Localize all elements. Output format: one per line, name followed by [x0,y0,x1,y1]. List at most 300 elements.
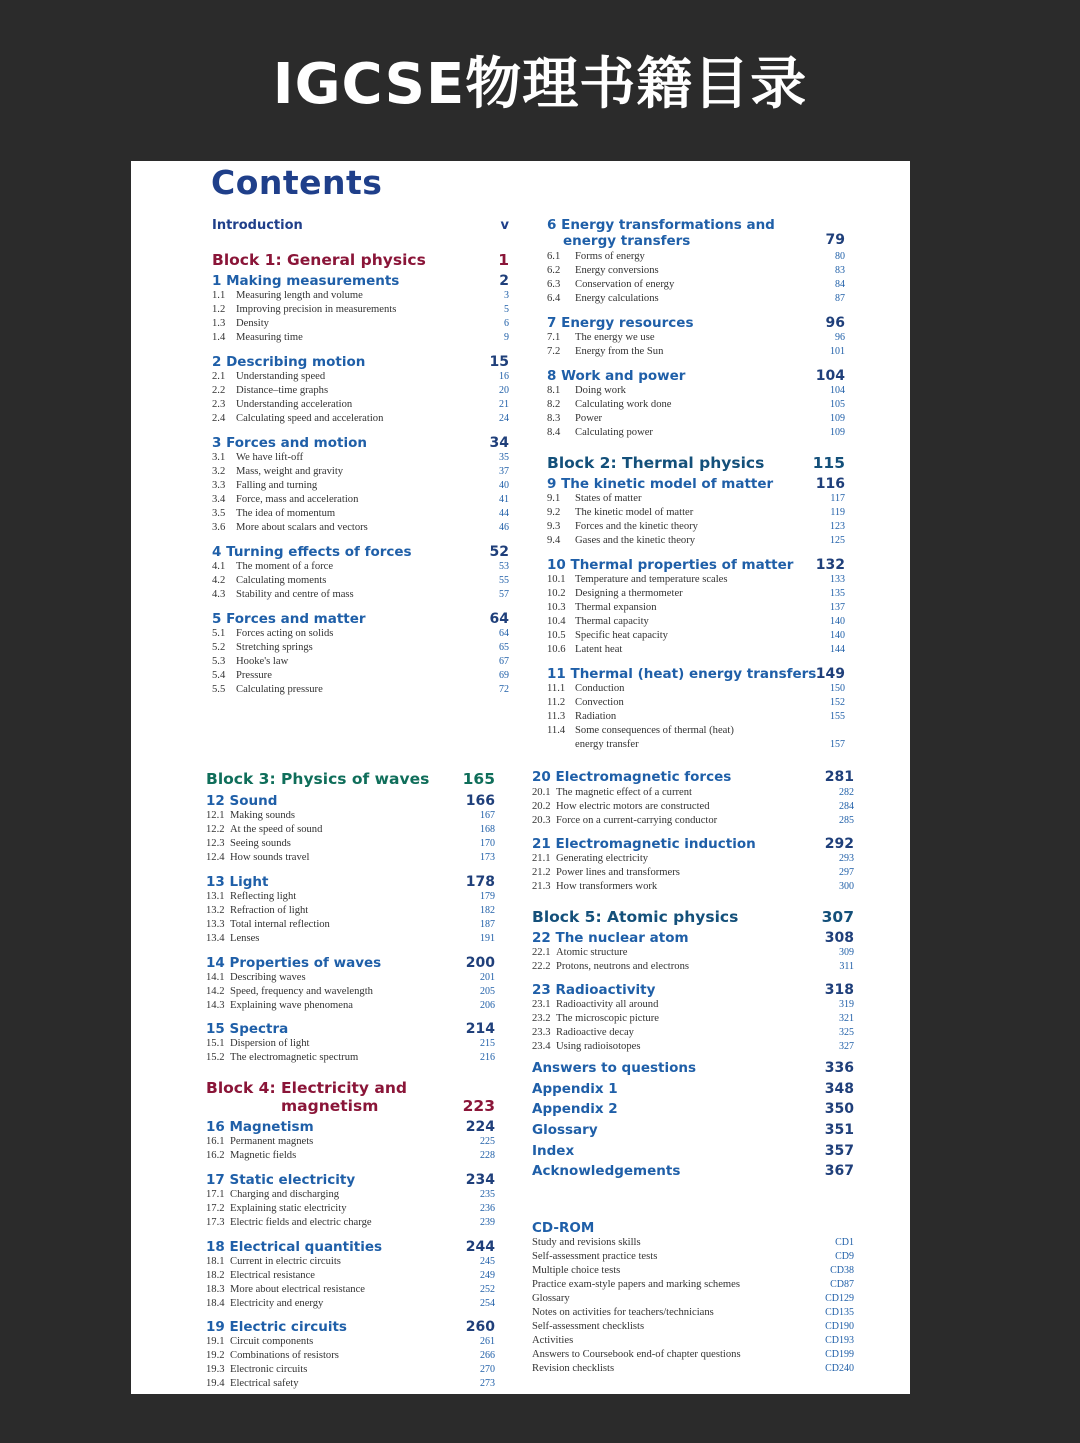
toc-section-using-radioisotopes[interactable] [532,1040,854,1054]
toc-section-calculating-work-done[interactable] [547,398,845,412]
entry-title: Explaining static electricity [230,1203,347,1214]
toc-section-energy-calculations[interactable] [547,292,845,306]
entry-page-number: 182 [480,905,495,916]
entry-label [206,1255,341,1269]
section-number: 20.3 [532,815,551,826]
toc-section-we-have-lift-off[interactable] [212,451,509,465]
toc-section-total-internal-reflection[interactable] [206,918,495,932]
toc-chapter-7-energy-resources[interactable] [547,315,845,332]
entry-title: Conservation of energy [575,279,675,290]
toc-section-permanent-magnets[interactable] [206,1135,495,1149]
toc-section-density[interactable] [212,317,509,331]
entry-page-number: 116 [815,476,845,492]
toc-section-multiple-choice-tests[interactable] [532,1264,854,1278]
toc-chapter-answers-to-questions[interactable] [532,1060,854,1077]
entry-page-number: 37 [499,466,509,477]
toc-chapter-10-thermal-properties-of-matter[interactable] [547,557,845,574]
entry-page-number: 40 [499,480,509,491]
toc-section-mass-weight-and-gravity[interactable] [212,465,509,479]
toc-section-calculating-moments[interactable] [212,574,509,588]
entry-title: Protons, neutrons and electrons [556,961,689,972]
toc-section-calculating-speed-and-acceleration[interactable] [212,412,509,426]
toc-section-some-consequences-of-thermal-heat[interactable] [547,724,845,750]
toc-section-energy-from-the-sun[interactable] [547,345,845,359]
toc-block-heading-block-3-physics-of-waves[interactable] [206,769,495,789]
toc-section-at-the-speed-of-sound[interactable] [206,823,495,837]
toc-section-electric-fields-and-electric-charge[interactable] [206,1216,495,1230]
entry-label [212,451,303,465]
section-number: 3.4 [212,494,226,505]
toc-column-bottom-left [206,769,495,1389]
entry-page-number: 308 [824,930,854,946]
entry-page-number: CD38 [830,1265,854,1276]
entry-label [532,852,648,866]
entry-label [212,354,365,371]
entry-label [206,1037,309,1051]
entry-label [532,1220,594,1237]
entry-label [532,786,692,800]
entry-label [206,1079,407,1115]
toc-section-explaining-wave-phenomena[interactable] [206,999,495,1013]
entry-label [547,520,698,534]
entry-page-number: 260 [465,1319,495,1335]
entry-label [532,800,710,814]
toc-section-practice-exam-style-papers-and-marking-s[interactable] [532,1278,854,1292]
toc-section-self-assessment-checklists[interactable] [532,1320,854,1334]
toc-block-heading-block-4-electricity-and[interactable] [206,1079,495,1115]
toc-section-circuit-components[interactable] [206,1335,495,1349]
entry-title: Stability and centre of mass [236,589,354,600]
entry-title: Thermal capacity [575,616,649,627]
contents-title: Contents [211,163,383,202]
entry-title: Notes on activities for teachers/technicians [532,1307,714,1318]
entry-title: Distance–time graphs [236,385,329,396]
toc-section-study-and-revisions-skills[interactable] [532,1236,854,1250]
toc-section-reflecting-light[interactable] [206,890,495,904]
toc-section-describing-waves[interactable] [206,971,495,985]
toc-section-force-mass-and-acceleration[interactable] [212,493,509,507]
entry-page-number: 350 [824,1101,854,1117]
toc-section-electrical-resistance[interactable] [206,1269,495,1283]
toc-section-doing-work[interactable] [547,384,845,398]
entry-label [206,851,309,865]
toc-section-answers-to-coursebook-end-of-chapter-que[interactable] [532,1348,854,1362]
section-number: 20.2 [532,801,551,812]
section-number: 3.5 [212,508,226,519]
toc-section-understanding-speed[interactable] [212,370,509,384]
toc-section-understanding-acceleration[interactable] [212,398,509,412]
section-number: 1.3 [212,318,226,329]
toc-section-explaining-static-electricity[interactable] [206,1202,495,1216]
toc-section-radiation[interactable] [547,710,845,724]
entry-label [532,1081,618,1098]
entry-page-number: 109 [830,427,845,438]
entry-page-number: 84 [835,279,845,290]
entry-label [532,814,717,828]
toc-chapter-glossary[interactable] [532,1122,854,1139]
entry-page-number: 179 [480,891,495,902]
toc-chapter-3-forces-and-motion[interactable] [212,435,509,452]
toc-chapter-6-energy-transformations-and[interactable] [547,217,845,249]
section-number: 9.1 [547,493,561,504]
toc-section-forms-of-energy[interactable] [547,250,845,264]
toc-section-distance-time-graphs[interactable] [212,384,509,398]
toc-chapter-appendix-2[interactable] [532,1101,854,1118]
section-number: 17.1 [206,1189,225,1200]
entry-title: How sounds travel [230,852,310,863]
entry-label [206,793,277,810]
toc-section-temperature-and-temperature-scales[interactable] [547,573,845,587]
entry-title: Reflecting light [230,891,297,902]
entry-title: 11 Thermal (heat) energy transfers [547,666,817,682]
entry-label [206,1149,296,1163]
entry-title: We have lift-off [236,452,304,463]
entry-title: The microscopic picture [556,1013,659,1024]
toc-section-how-sounds-travel[interactable] [206,851,495,865]
entry-page-number: 297 [839,867,854,878]
entry-label [212,574,326,588]
entry-title: Glossary [532,1293,570,1304]
toc-section-falling-and-turning[interactable] [212,479,509,493]
entry-label [212,370,325,384]
toc-section-calculating-pressure[interactable] [212,683,509,697]
section-number: 4.3 [212,589,226,600]
entry-title: Generating electricity [556,853,649,864]
entry-page-number: 149 [815,666,845,682]
entry-page-number: 67 [499,656,509,667]
toc-chapter-8-work-and-power[interactable] [547,368,845,385]
entry-label [547,557,793,574]
toc-section-the-idea-of-momentum[interactable] [212,507,509,521]
toc-section-current-in-electric-circuits[interactable] [206,1255,495,1269]
toc-section-conduction[interactable] [547,682,845,696]
toc-section-convection[interactable] [547,696,845,710]
toc-section-charging-and-discharging[interactable] [206,1188,495,1202]
toc-section-latent-heat[interactable] [547,643,845,657]
entry-page-number: 155 [830,711,845,722]
entry-title: Activities [532,1335,574,1346]
entry-page-number: 2 [499,273,509,289]
entry-title: Understanding speed [236,371,326,382]
toc-section-forces-acting-on-solids[interactable] [212,627,509,641]
entry-title: Seeing sounds [230,838,291,849]
toc-chapter-13-light[interactable] [206,874,495,891]
toc-chapter-19-electric-circuits[interactable] [206,1319,495,1336]
entry-page-number: 46 [499,522,509,533]
toc-section-designing-a-thermometer[interactable] [547,587,845,601]
toc-section-gases-and-the-kinetic-theory[interactable] [547,534,845,548]
entry-page-number: 254 [480,1298,495,1309]
entry-page-number: 239 [480,1217,495,1228]
toc-section-specific-heat-capacity[interactable] [547,629,845,643]
entry-title: More about scalars and vectors [236,522,368,533]
entry-label [532,1348,741,1362]
toc-chapter-15-spectra[interactable] [206,1021,495,1038]
toc-section-thermal-capacity[interactable] [547,615,845,629]
toc-section-how-transformers-work[interactable] [532,880,854,894]
toc-section-power[interactable] [547,412,845,426]
toc-chapter-22-the-nuclear-atom[interactable] [532,930,854,947]
toc-chapter-index[interactable] [532,1143,854,1160]
section-number: 3.3 [212,480,226,491]
toc-section-magnetic-fields[interactable] [206,1149,495,1163]
entry-title: Electronic circuits [230,1364,308,1375]
entry-label [532,1060,696,1077]
toc-section-power-lines-and-transformers[interactable] [532,866,854,880]
toc-section-atomic-structure[interactable] [532,946,854,960]
toc-section-the-energy-we-use[interactable] [547,331,845,345]
toc-section-the-electromagnetic-spectrum[interactable] [206,1051,495,1065]
section-number: 5.5 [212,684,226,695]
entry-page-number: 336 [824,1060,854,1076]
toc-section-glossary[interactable] [532,1292,854,1306]
entry-page-number: 206 [480,1000,495,1011]
toc-introduction-introduction[interactable] [212,217,509,234]
entry-label [532,1306,714,1320]
toc-section-more-about-electrical-resistance[interactable] [206,1283,495,1297]
section-number: 8.1 [547,385,561,396]
entry-title: Charging and discharging [230,1189,340,1200]
toc-section-radioactivity-all-around[interactable] [532,998,854,1012]
toc-chapter-5-forces-and-matter[interactable] [212,611,509,628]
section-number: 18.2 [206,1270,225,1281]
entry-title: Temperature and temperature scales [575,574,728,585]
entry-title: Hooke's law [236,656,289,667]
entry-label [547,696,624,710]
entry-page-number: 309 [839,947,854,958]
section-number: 18.1 [206,1256,225,1267]
entry-label [206,1377,299,1391]
entry-page-number: 187 [480,919,495,930]
entry-label [206,999,353,1013]
section-number: 6.1 [547,251,561,262]
entry-title: Answers to questions [532,1060,697,1076]
entry-title: Lenses [230,933,260,944]
entry-page-number: 173 [480,852,495,863]
entry-page-number: 245 [480,1256,495,1267]
entry-title: Practice exam-style papers and marking schemes [532,1279,740,1290]
toc-chapter-11-thermal-heat-energy-transfers[interactable] [547,666,845,683]
entry-page-number: 228 [480,1150,495,1161]
toc-chapter-appendix-1[interactable] [532,1081,854,1098]
toc-section-measuring-time[interactable] [212,331,509,345]
toc-block-heading-block-2-thermal-physics[interactable] [547,453,845,473]
toc-section-electricity-and-energy[interactable] [206,1297,495,1311]
entry-title: Conduction [575,683,625,694]
entry-label [212,655,288,669]
section-number: 2.3 [212,399,226,410]
entry-label [532,930,689,947]
entry-label [532,1334,573,1348]
toc-section-speed-frequency-and-wavelength[interactable] [206,985,495,999]
toc-section-generating-electricity[interactable] [532,852,854,866]
entry-label [212,398,352,412]
entry-title: Latent heat [575,644,623,655]
entry-page-number: 64 [499,628,509,639]
entry-title: Force, mass and acceleration [236,494,359,505]
entry-title: Appendix 1 [532,1081,618,1097]
toc-section-energy-conversions[interactable] [547,264,845,278]
section-number: 14.2 [206,986,225,997]
entry-label [212,507,335,521]
entry-page-number: CD129 [825,1293,854,1304]
entry-label [212,331,303,345]
toc-chapter-20-electromagnetic-forces[interactable] [532,769,854,786]
toc-section-stretching-springs[interactable] [212,641,509,655]
entry-title: Calculating pressure [236,684,323,695]
entry-label [206,1216,372,1230]
entry-page-number: 96 [835,332,845,343]
entry-page-number: 119 [830,507,845,518]
entry-label [206,1349,339,1363]
toc-section-revision-checklists[interactable] [532,1362,854,1376]
entry-title: Describing waves [230,972,306,983]
entry-page-number: 311 [839,961,854,972]
entry-title: Falling and turning [236,480,318,491]
entry-title: Permanent magnets [230,1136,314,1147]
entry-title: Electricity and energy [230,1298,324,1309]
entry-page-number: CD193 [825,1335,854,1346]
toc-section-how-electric-motors-are-constructed[interactable] [532,800,854,814]
entry-label [206,1239,382,1256]
entry-page-number: 87 [835,293,845,304]
toc-chapter-23-radioactivity[interactable] [532,982,854,999]
toc-chapter-21-electromagnetic-induction[interactable] [532,836,854,853]
entry-title: Refraction of light [230,905,309,916]
toc-section-the-magnetic-effect-of-a-current[interactable] [532,786,854,800]
section-number: 20.1 [532,787,551,798]
entry-label [206,1297,323,1311]
toc-chapter-17-static-electricity[interactable] [206,1172,495,1189]
entry-page-number: 123 [830,521,845,532]
entry-title: 17 Static electricity [206,1172,356,1188]
section-number: 11.1 [547,683,566,694]
entry-title: Atomic structure [556,947,628,958]
toc-chapter-cd-rom[interactable] [532,1220,854,1237]
entry-label [212,435,367,452]
entry-page-number: 137 [830,602,845,613]
toc-chapter-12-sound[interactable] [206,793,495,810]
toc-section-thermal-expansion[interactable] [547,601,845,615]
entry-title: Using radioisotopes [556,1041,641,1052]
entry-title: The kinetic model of matter [575,507,694,518]
entry-page-number: CD190 [825,1321,854,1332]
section-number: 21.3 [532,881,551,892]
toc-section-the-moment-of-a-force[interactable] [212,560,509,574]
toc-chapter-14-properties-of-waves[interactable] [206,955,495,972]
toc-section-improving-precision-in-measurements[interactable] [212,303,509,317]
entry-page-number: 249 [480,1270,495,1281]
toc-section-refraction-of-light[interactable] [206,904,495,918]
toc-section-electrical-safety[interactable] [206,1377,495,1391]
toc-section-force-on-a-current-carrying-conductor[interactable] [532,814,854,828]
toc-section-calculating-power[interactable] [547,426,845,440]
toc-section-measuring-length-and-volume[interactable] [212,289,509,303]
entry-title: Calculating moments [236,575,327,586]
section-number: 10.1 [547,574,566,585]
toc-section-radioactive-decay[interactable] [532,1026,854,1040]
entry-title: 13 Light [206,874,269,890]
entry-label [212,493,358,507]
entry-page-number: 57 [499,589,509,600]
entry-page-number: 167 [480,810,495,821]
entry-page-number: 104 [815,368,845,384]
toc-column-bottom-right [532,769,854,1389]
toc-chapter-16-magnetism[interactable] [206,1119,495,1136]
entry-label [212,669,272,683]
toc-section-seeing-sounds[interactable] [206,837,495,851]
entry-title: Understanding acceleration [236,399,353,410]
toc-section-electronic-circuits[interactable] [206,1363,495,1377]
toc-section-lenses[interactable] [206,932,495,946]
toc-block-heading-block-5-atomic-physics[interactable] [532,907,854,927]
entry-title: Forms of energy [575,251,645,262]
toc-chapter-2-describing-motion[interactable] [212,354,509,371]
toc-section-protons-neutrons-and-electrons[interactable] [532,960,854,974]
entry-page-number: CD9 [835,1251,854,1262]
entry-page-number: 5 [504,304,509,315]
toc-section-the-microscopic-picture[interactable] [532,1012,854,1026]
section-number: 13.4 [206,933,225,944]
entry-title: Calculating power [575,427,653,438]
toc-block-heading-block-1-general-physics[interactable] [212,250,509,270]
toc-section-more-about-scalars-and-vectors[interactable] [212,521,509,535]
entry-title: Forces and the kinetic theory [575,521,698,532]
toc-section-making-sounds[interactable] [206,809,495,823]
toc-section-activities[interactable] [532,1334,854,1348]
entry-label [206,971,306,985]
toc-chapter-acknowledgements[interactable] [532,1163,854,1180]
toc-section-pressure[interactable] [212,669,509,683]
toc-section-forces-and-the-kinetic-theory[interactable] [547,520,845,534]
toc-section-conservation-of-energy[interactable] [547,278,845,292]
entry-page-number: 216 [480,1052,495,1063]
toc-chapter-1-making-measurements[interactable] [212,273,509,290]
section-number: 6.2 [547,265,561,276]
section-number: 6.4 [547,293,561,304]
toc-section-combinations-of-resistors[interactable] [206,1349,495,1363]
toc-section-dispersion-of-light[interactable] [206,1037,495,1051]
entry-title: Energy conversions [575,265,659,276]
entry-title: Electric fields and electric charge [230,1217,372,1228]
entry-title: 12 Sound [206,793,278,809]
toc-section-self-assessment-practice-tests[interactable] [532,1250,854,1264]
toc-chapter-4-turning-effects-of-forces[interactable] [212,544,509,561]
toc-section-stability-and-centre-of-mass[interactable] [212,588,509,602]
toc-section-the-kinetic-model-of-matter[interactable] [547,506,845,520]
entry-page-number: 266 [480,1350,495,1361]
entry-page-number: 321 [839,1013,854,1024]
section-number: 21.1 [532,853,551,864]
entry-page-number: 125 [830,535,845,546]
entry-label [532,1026,634,1040]
section-number: 23.1 [532,999,551,1010]
entry-title: Calculating work done [575,399,672,410]
toc-section-hooke-s-law[interactable] [212,655,509,669]
toc-chapter-18-electrical-quantities[interactable] [206,1239,495,1256]
entry-title-continued: energy transfers [563,233,691,249]
section-number: 22.2 [532,961,551,972]
section-number: 13.2 [206,905,225,916]
entry-page-number: 214 [465,1021,495,1037]
toc-section-notes-on-activities-for-teachers-technic[interactable] [532,1306,854,1320]
entry-page-number: 80 [835,251,845,262]
entry-label [212,641,313,655]
entry-title: States of matter [575,493,642,504]
toc-section-states-of-matter[interactable] [547,492,845,506]
toc-chapter-9-the-kinetic-model-of-matter[interactable] [547,476,845,493]
entry-label [547,250,645,264]
